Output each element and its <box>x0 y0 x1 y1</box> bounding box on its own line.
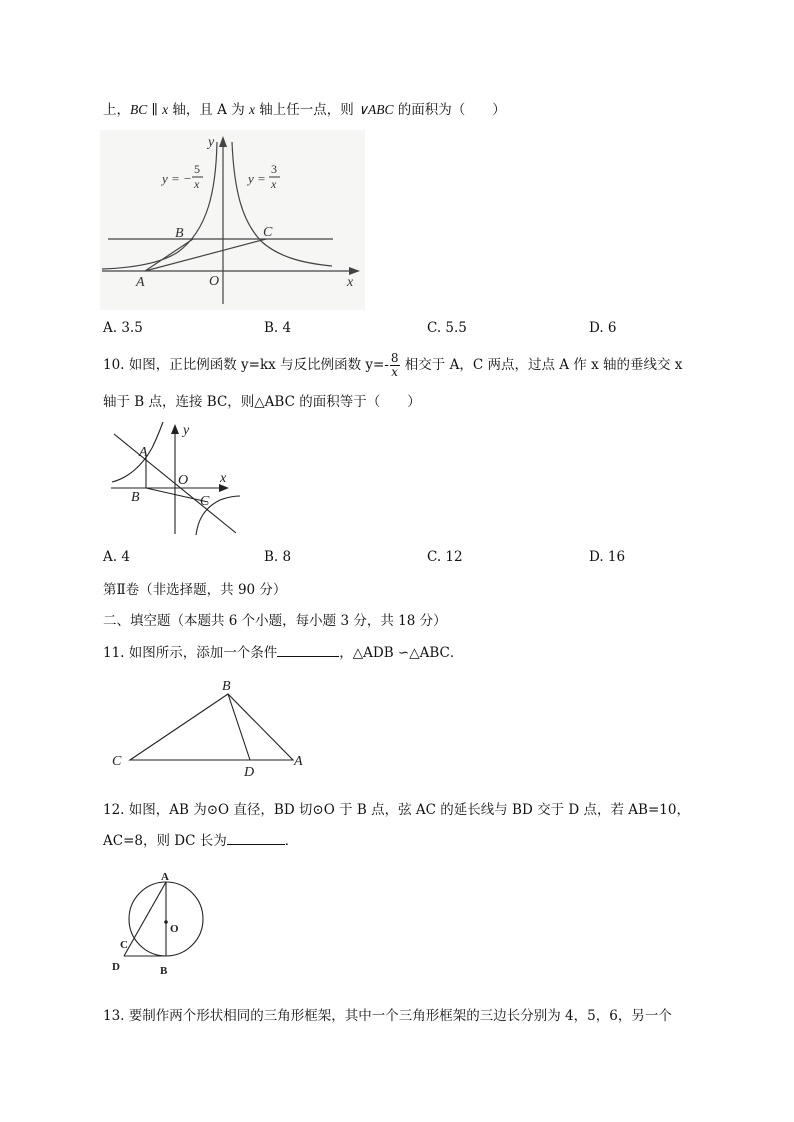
q10-frac-num: 8 <box>390 351 399 365</box>
q9-left-fn-den: x <box>194 177 200 191</box>
q9-option-a: A. 3.5 <box>103 320 143 336</box>
q10-stem-c: 轴于 B 点，连接 BC，则△ABC 的面积等于（ ） <box>103 394 421 410</box>
q12-label-d: D <box>112 961 120 973</box>
q12-line-ad <box>124 882 166 956</box>
q9-x2: x <box>249 102 256 117</box>
q9-left-fn-num: 5 <box>194 162 200 176</box>
q9-stem <box>103 100 506 120</box>
q9-option-b: B. 4 <box>264 320 292 336</box>
q10-option-d: D. 16 <box>589 549 626 565</box>
q10-stem-b: 相交于 A，C 两点，过点 A 作 x 轴的垂线交 x <box>400 357 683 373</box>
q9-label-c: C <box>263 225 273 240</box>
q10-option-a: A. 4 <box>103 549 130 565</box>
section2-title: 第Ⅱ卷（非选择题，共 90 分） <box>103 582 287 598</box>
q10-fraction <box>390 352 400 379</box>
q9-left-fn-prefix: y = − <box>162 171 192 186</box>
q12-stem-b: AC=8，则 DC 长为 <box>103 833 227 849</box>
q10-label-a: A <box>139 445 148 460</box>
q9-bc: BC <box>130 102 148 117</box>
q11-answer-blank[interactable] <box>277 642 339 657</box>
q10-label-o: O <box>178 473 189 488</box>
q11-stem-b: ，△ADB ∽△ABC． <box>339 645 464 661</box>
q9-label-y: y <box>208 135 215 150</box>
q10-y-arrow-icon <box>171 424 179 434</box>
q12-figure <box>108 868 212 980</box>
q12-label-o: O <box>170 923 179 935</box>
q11-stem-a: 11. 如图所示，添加一个条件 <box>103 645 278 661</box>
q11-stem <box>103 642 463 663</box>
q10-option-b: B. 8 <box>264 549 292 565</box>
q9-label-x: x <box>347 275 354 290</box>
q9-label-b: B <box>175 226 184 241</box>
q12-answer-blank[interactable] <box>227 830 285 845</box>
q9-right-fn-den: x <box>271 177 277 191</box>
q11-triangle-abc <box>130 694 293 760</box>
q9-parallel: ∥ <box>147 102 163 118</box>
q10-stem-line2 <box>103 392 421 412</box>
q9-stem-pre: 上， <box>103 102 130 118</box>
q12-stem-line1: 12. 如图，AB 为⊙O 直径，BD 切⊙O 于 B 点，弦 AC 的延长线与 BD 交于 D 点，若 AB=10， <box>103 802 690 818</box>
q9-x1: x <box>162 102 169 117</box>
q12-label-b: B <box>160 965 168 977</box>
q9-triangle: ∨ABC <box>358 102 394 117</box>
q12-label-c: C <box>120 939 128 951</box>
q9-right-fn-num: 3 <box>271 162 277 176</box>
q11-label-b: B <box>222 679 231 694</box>
q10-curve-upper <box>112 422 163 482</box>
q11-line-bd <box>228 694 250 760</box>
q10-stem-line1 <box>103 352 682 379</box>
q10-frac-den: x <box>391 365 399 379</box>
q12-center-dot <box>164 920 168 924</box>
q10-label-c: C <box>200 494 210 509</box>
q9-option-c: C. 5.5 <box>427 320 467 336</box>
section2-part-title: 二、填空题（本题共 6 个小题，每小题 3 分，共 18 分） <box>103 613 447 629</box>
q11-figure <box>108 674 313 780</box>
q10-label-y: y <box>183 423 190 438</box>
q10-line-bc <box>146 488 208 502</box>
q9-label-a: A <box>136 275 145 290</box>
q10-stem-a: 10. 如图，正比例函数 y=kx 与反比例函数 y=- <box>103 357 389 373</box>
q9-option-d: D. 6 <box>589 320 617 336</box>
q9-stem-mid1: 轴，且 A 为 <box>168 102 250 118</box>
q10-option-c: C. 12 <box>427 549 463 565</box>
q9-right-fn-prefix: y = <box>248 171 266 186</box>
q10-figure <box>108 420 243 538</box>
q9-stem-mid2: 轴上任一点，则 <box>255 102 359 118</box>
q12-stem-line2 <box>103 830 298 851</box>
q11-label-a: A <box>294 754 303 769</box>
q10-label-x: x <box>220 471 227 486</box>
q11-label-d: D <box>244 765 255 780</box>
q9-label-o: O <box>209 274 220 289</box>
q12-label-a: A <box>161 871 169 883</box>
q9-stem-post: 的面积为（ ） <box>393 102 506 118</box>
q10-label-b: B <box>131 490 140 505</box>
q13-stem: 13. 要制作两个形状相同的三角形框架，其中一个三角形框架的三边长分别为 4，5，6，另一个 <box>103 1008 672 1024</box>
q12-stem-c: ． <box>284 833 299 849</box>
q9-figure <box>100 130 365 310</box>
q11-label-c: C <box>112 754 122 769</box>
